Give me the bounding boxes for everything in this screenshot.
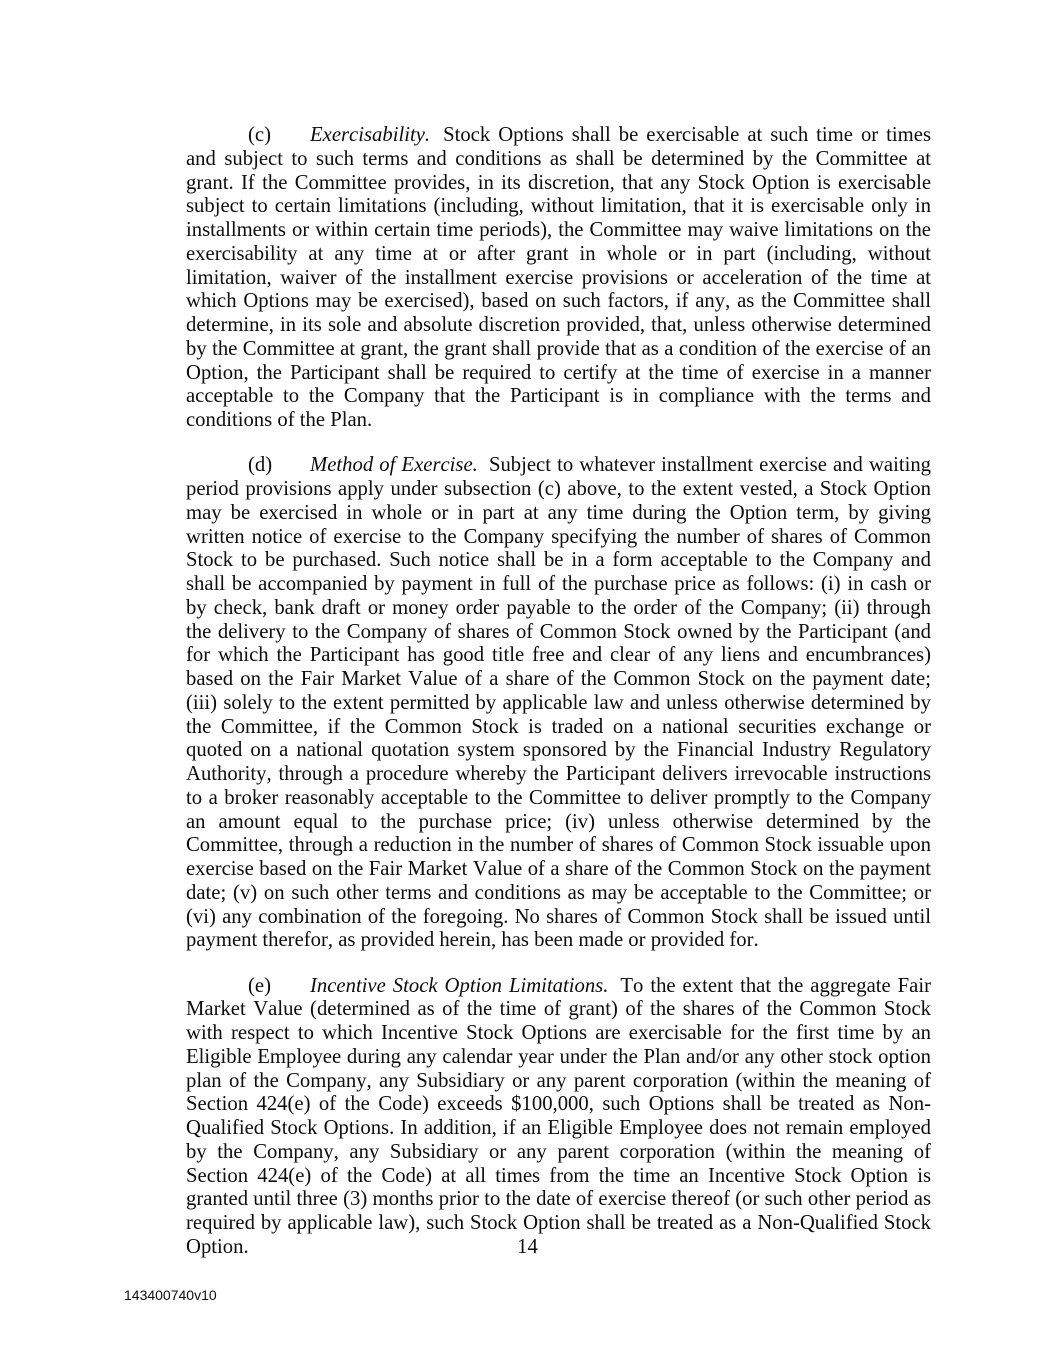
paragraph-heading: Method of Exercise. [310,454,478,477]
paragraph-heading: Exercisability. [310,124,431,146]
paragraph-e [186,975,931,1260]
paragraph-text: Subject to whatever installment exercise and waiting period provisions apply under subsection (c) above, to the extent vested, a Stock Option may be exercised in whole or in part at any time during the Option term, by giving written notice of exercise to the Company specifying the number of shares of Common Stock to be purchased. Such notice shall be in a form acceptable to the Company and shall be accompanied by payment in full of the purchase price as follows: (i) in cash or by check, bank draft or money order payable to the order of the Company; (ii) through the delivery to the Company of shares of Common Stock owned by the Participant (and for which the Participant has good title free and clear of any liens and encumbrances) based on the Fair Market Value of a share of the Common Stock on the payment date; (iii) solely to the extent permitted by applicable law and unless otherwise determined by the Committee, if the Common Stock is traded on a national securities exchange or quoted on a national quotation system sponsored by the Financial Industry Regulatory Authority, through a procedure whereby the Participant delivers irrevocable instructions to a broker reasonably acceptable to the Committee to deliver promptly to the Company an amount equal to the purchase price; (iv) unless otherwise determined by the Committee, through a reduction in the number of shares of Common Stock issuable upon exercise based on the Fair Market Value of a share of the Common Stock on the payment date; (v) on such other terms and conditions as may be acceptable to the Committee; or (vi) any combination of the foregoing. No shares of Common Stock shall be issued until payment therefor, as provided herein, has been made or provided for. [186,454,932,952]
page-number: 14 [517,1236,538,1258]
paragraph-text: Stock Options shall be exercisable at such time or times and subject to such terms and conditions as shall be determined by the Committee at grant. If the Committee provides, in its discretion, that any Stock Option is exercisable subject to certain limitations (including, without limitation, that it is exercisable only in installments or within certain time periods), the Committee may waive limitations on the exercisability at any time at or after grant in whole or in part (including, without limitation, waiver of the installment exercise provisions or acceleration of the time at which Options may be exercised), based on such factors, if any, as the Committee shall determine, in its sole and absolute discretion provided, that, unless otherwise determined by the Committee at grant, the grant shall provide that as a condition of the exercise of an Option, the Participant shall be required to certify at the time of exercise in a manner acceptable to the Company that the Participant is in compliance with the terms and conditions of the Plan. [186,124,931,431]
paragraph-d [186,454,931,953]
paragraph-label: (e) [248,974,271,997]
paragraph-text: To the extent that the aggregate Fair Market Value (determined as of the time of grant) of the shares of the Common Stock with respect to which Incentive Stock Options are exercisable for the first time by an Eligible Employee during any calendar year under the Plan and/or any other stock option plan of the Company, any Subsidiary or any parent corporation (within the meaning of Section 424(e) of the Code) exceeds $100,000, such Options shall be treated as Non-Qualified Stock Options. In addition, if an Eligible Employee does not remain employed by the Company, any Subsidiary or any parent corporation (within the meaning of Section 424(e) of the Code) at all times from the time an Incentive Stock Option is granted until three (3) months prior to the date of exercise thereof (or such other period as required by applicable law), such Stock Option shall be treated as a Non-Qualified Stock Option. [186,974,931,1258]
paragraph-label: (c) [248,124,271,146]
paragraph-c [186,124,931,433]
document-body [186,124,931,1281]
document-footer-id: 143400740v10 [124,1287,217,1303]
paragraph-heading: Incentive Stock Option Limitations. [310,974,609,997]
paragraph-label: (d) [248,454,273,477]
